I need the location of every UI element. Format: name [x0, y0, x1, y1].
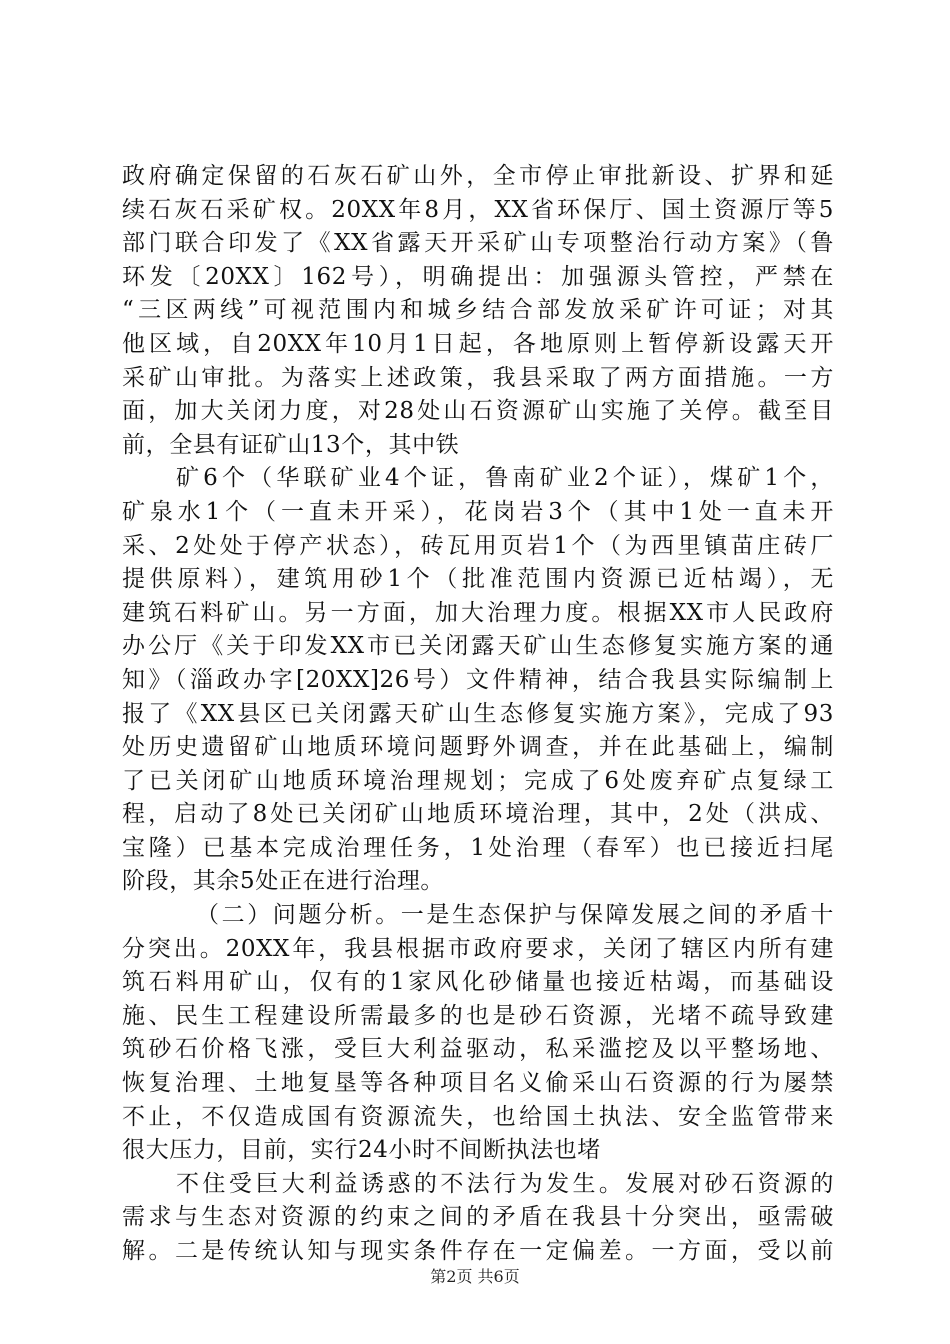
text-line: 采、2处处于停产状态），砖瓦用页岩1个（为西里镇苗庄砖厂 — [122, 532, 834, 559]
paragraph — [122, 462, 834, 899]
text-line: 前，全县有证矿山13个，其中铁 — [122, 431, 460, 458]
text-line: 政府确定保留的石灰石矿山外，全市停止审批新设、扩界和延 — [122, 163, 834, 189]
text-line: 阶段，其余5处正在进行治理。 — [122, 868, 445, 895]
body-text — [122, 160, 834, 1269]
text-line: 很大压力，目前，实行24小时不间断执法也堵 — [122, 1137, 601, 1164]
text-line: 报了《XX县区已关闭露天矿山生态修复实施方案》，完成了93 — [122, 700, 834, 727]
text-line: 筑砂石价格飞涨，受巨大利益驱动，私采滥挖及以平整场地、 — [122, 1036, 834, 1063]
text-line: （二）问题分析。一是生态保护与保障发展之间的矛盾十 — [196, 902, 834, 929]
text-line: 施、民生工程建设所需最多的也是砂石资源，光堵不疏导致建 — [122, 1002, 834, 1029]
text-line: 提供原料），建筑用砂1个（批准范围内资源已近枯竭），无 — [122, 566, 834, 593]
text-line: 处历史遗留矿山地质环境问题野外调查，并在此基础上，编制 — [122, 734, 834, 761]
text-line: 矿6个（华联矿业4个证，鲁南矿业2个证），煤矿1个， — [176, 465, 834, 492]
text-line: 分突出。20XX年，我县根据市政府要求，关闭了辖区内所有建 — [122, 935, 834, 962]
text-line: 续石灰石采矿权。20XX年8月，XX省环保厅、国土资源厅等5 — [122, 196, 834, 223]
text-line: 解。二是传统认知与现实条件存在一定偏差。一方面，受以前 — [122, 1238, 834, 1264]
text-line: 宝隆）已基本完成治理任务，1处治理（春军）也已接近扫尾 — [122, 834, 834, 861]
text-line: 筑石料用矿山，仅有的1家风化砂储量也接近枯竭，而基础设 — [122, 969, 834, 996]
text-line: 办公厅《关于印发XX市已关闭露天矿山生态修复实施方案的通 — [122, 633, 834, 660]
paragraph — [122, 160, 834, 462]
text-line: 矿泉水1个（一直未开采），花岗岩3个（其中1处一直未开 — [122, 498, 834, 525]
text-line: 知》（淄政办字[20XX]26号）文件精神，结合我县实际编制上 — [122, 666, 834, 693]
text-line: 不止，不仅造成国有资源流失，也给国土执法、安全监管带来 — [122, 1103, 834, 1130]
text-line: 不住受巨大利益诱惑的不法行为发生。发展对砂石资源的 — [176, 1170, 834, 1197]
text-line: 环发〔20XX〕162号），明确提出：加强源头管控，严禁在 — [122, 263, 834, 290]
text-line: 程，启动了8处已关闭矿山地质环境治理，其中，2处（洪成、 — [122, 801, 834, 828]
paragraph — [122, 1168, 834, 1269]
text-line: 了已关闭矿山地质环境治理规划；完成了6处废弃矿点复绿工 — [122, 767, 834, 794]
text-line: 面，加大关闭力度，对28处山石资源矿山实施了关停。截至目 — [122, 398, 834, 425]
paragraph — [122, 899, 834, 1168]
text-line: 部门联合印发了《XX省露天开采矿山专项整治行动方案》（鲁 — [122, 230, 834, 257]
page-number-footer: 第2页 共6页 — [430, 1267, 520, 1286]
text-line: 需求与生态对资源的约束之间的矛盾在我县十分突出，亟需破 — [122, 1204, 834, 1231]
text-line: “三区两线”可视范围内和城乡结合部发放采矿许可证；对其 — [122, 297, 834, 324]
text-line: 采矿山审批。为落实上述政策，我县采取了两方面措施。一方 — [122, 364, 834, 391]
text-line: 建筑石料矿山。另一方面，加大治理力度。根据XX市人民政府 — [122, 599, 834, 626]
text-line: 他区域，自20XX年10月1日起，各地原则上暂停新设露天开 — [122, 330, 834, 357]
text-line: 恢复治理、土地复垦等各种项目名义偷采山石资源的行为屡禁 — [122, 1070, 834, 1097]
